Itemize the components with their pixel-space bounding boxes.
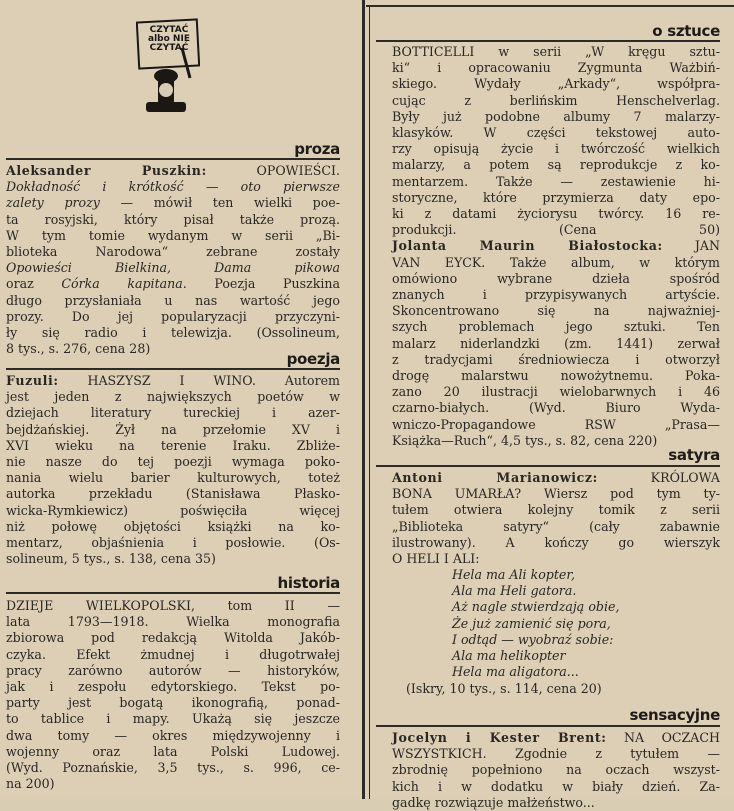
text-run: klasyków. W części tekstowej auto- <box>392 125 720 141</box>
text-run: blioteka Narodowa“ zebrane zostały <box>6 244 340 260</box>
text-run: gadkę rozwiązuje małżeństwo... <box>392 794 595 810</box>
text-line <box>392 287 720 303</box>
text-line <box>392 206 720 222</box>
text-run: długo przysłaniała u nas wartość jego <box>6 292 340 308</box>
author-name: Fuzuli: <box>6 373 59 388</box>
text-line <box>6 438 340 454</box>
text-line <box>6 293 340 309</box>
italic-text: zalety prozy <box>6 195 100 211</box>
text-run: z tradycjami średniowiecza i otworzył <box>392 351 720 367</box>
article-satyra <box>392 470 720 567</box>
text-line <box>6 244 340 260</box>
text-run: cując z berlińskim Henschelverlag. <box>392 92 720 108</box>
text-run: ta rosyjski, który pisał także prozą. <box>6 211 340 227</box>
section-heading-historia: historia <box>277 574 340 592</box>
text-run: lata 1793—1918. Wielka monografia <box>6 614 340 630</box>
text-run: prozy. Do jej popularyzacji przyczyni- <box>6 308 340 324</box>
text-run: tułem otwiera kolejny tomik z serii <box>392 502 720 518</box>
text-line <box>392 93 720 109</box>
text-line <box>6 711 340 727</box>
column-divider <box>362 0 365 799</box>
section-heading-satyra: satyra <box>668 446 720 464</box>
text-run: DZIEJE WIELKOPOLSKI, tom II — <box>6 598 340 613</box>
text-run: bejdżańskiej. Żył na przełomie XV i <box>6 421 340 437</box>
article-poezja <box>6 373 340 567</box>
text-run: 8 tys., s. 276, cena 28) <box>6 341 151 357</box>
text-line <box>6 614 340 630</box>
poem-line: Że już zamienić się pora, <box>452 615 611 631</box>
text-line <box>392 319 720 335</box>
text-run: wniczo-Propagandowe RSW „Prasa— <box>392 416 720 432</box>
text-run: „Biblioteka satyry“ (cały zabawnie <box>392 518 720 534</box>
text-run: autorka przekładu (Stanisława Płasko- <box>6 486 340 502</box>
text-line <box>392 486 720 502</box>
text-line <box>6 535 340 551</box>
text-run: malarz niderlandzki (zm. 1441) zerwał <box>392 335 720 351</box>
text-run: Skoncentrowano się na najważniej- <box>392 303 720 319</box>
logo-text: CZYTAĆ albo NIE CZYTAĆ <box>148 25 190 53</box>
article-historia <box>6 598 340 792</box>
text-line <box>6 760 340 776</box>
text-line <box>392 76 720 92</box>
section-rule <box>376 465 720 467</box>
text-line <box>392 109 720 125</box>
text-run: ły się radio i telewizja. (Ossolineum, <box>6 325 340 341</box>
article-proza <box>6 163 340 357</box>
text-run: NA OCZACH <box>606 730 720 745</box>
text-line <box>392 535 720 551</box>
text-run: storyczne, które przymierza daty epo- <box>392 189 720 205</box>
text-run: szych problemach jego sztuki. Ten <box>392 319 720 335</box>
text-run: Książka—Ruch“, 4,5 tys., s. 82, cena 220) <box>392 432 658 448</box>
text-run: (Wyd. Poznańskie, 3,5 tys., s. 996, ce- <box>6 760 340 776</box>
text-line <box>6 630 340 646</box>
text-run: XVI wieku na terenie Iraku. Zbliże- <box>6 437 340 453</box>
text-line <box>6 663 340 679</box>
text-line <box>392 157 720 173</box>
text-line <box>392 400 720 416</box>
author-name: Antoni Marianowicz: <box>392 470 598 485</box>
text-run: nie nasze do tej poezji wymaga poko- <box>6 454 340 470</box>
text-line <box>6 309 340 325</box>
text-run: BONA UMARŁA? Wiersz pod tym ty- <box>392 486 720 502</box>
article-o-sztuce <box>392 44 720 449</box>
czytac-logo <box>136 18 200 114</box>
text-line <box>6 325 340 341</box>
text-run: O HELI I ALI: <box>392 551 480 567</box>
section-rule <box>376 725 720 727</box>
text-run: ki“ i opracowaniu Zygmunta Ważbiń- <box>392 60 720 76</box>
section-heading-sensacyjne: sensacyjne <box>629 706 720 724</box>
text-line <box>6 179 340 195</box>
text-run: dziejach literatury tureckiej i azer- <box>6 405 340 421</box>
text-run: party jest bogatą ikonografią, ponad- <box>6 695 340 711</box>
text-run: czyka. Efekt żmudnej i długotrwałej <box>6 646 340 662</box>
text-run: na 200) <box>6 776 55 792</box>
text-line <box>6 679 340 695</box>
text-line <box>6 373 340 389</box>
text-line <box>6 695 340 711</box>
author-name: Jolanta Maurin Białostocka: <box>392 238 663 254</box>
text-run: pracy zarówno autorów — historyków, <box>6 662 340 678</box>
text-line <box>392 384 720 400</box>
section-heading-poezja: poezja <box>286 350 340 368</box>
text-run: znanych i przypisywanych artyście. <box>392 287 720 303</box>
text-line <box>6 486 340 502</box>
text-run: to tablice i mapy. Ukażą się jeszcze <box>6 711 340 727</box>
text-line <box>392 502 720 518</box>
text-line <box>6 212 340 228</box>
text-run: zano 20 ilustracji wielobarwnych i 46 <box>392 384 720 400</box>
text-line <box>6 470 340 486</box>
text-run: rzy opisują życie i twórczość wielkich <box>392 141 720 157</box>
section-rule <box>6 368 340 370</box>
text-run: czarno-białych. (Wyd. Biuro Wyda- <box>392 400 720 416</box>
text-run: OPOWIEŚCI. <box>206 163 341 178</box>
text-line <box>392 141 720 157</box>
text-run: omówiono wybrane dzieła spośród <box>392 270 720 286</box>
text-run: solineum, 5 tys., s. 138, cena 35) <box>6 551 216 567</box>
text-run: BOTTICELLI w serii „W kręgu sztu- <box>392 44 720 59</box>
text-run: niż połowę objętości książki na ko- <box>6 518 340 534</box>
text-run: HASZYSZ I WINO. Autorem <box>58 373 340 388</box>
text-line <box>392 336 720 352</box>
text-line <box>392 44 720 60</box>
text-line <box>392 779 720 795</box>
poem-o-heli-i-ali <box>452 567 720 680</box>
text-run: KRÓLOWA <box>597 470 720 485</box>
italic-text: Córka kapitana <box>61 276 183 292</box>
text-run: nania wielu barier kulturowych, toteż <box>6 470 340 486</box>
text-run: VAN EYCK. Także album, w którym <box>392 254 720 270</box>
text-run: ilustrowany). A kończy go wierszyk <box>392 534 720 550</box>
text-line <box>6 519 340 535</box>
text-line <box>392 238 720 254</box>
text-line <box>392 368 720 384</box>
text-line <box>6 228 340 244</box>
text-run: mentarzem. Także — zestawienie hi- <box>392 173 720 189</box>
italic-text: Opowieści Bielkina, Dama pikowa <box>6 260 340 276</box>
text-line <box>392 190 720 206</box>
text-run: zbiorowa pod redakcją Witolda Jakób- <box>6 630 340 646</box>
text-line <box>392 174 720 190</box>
poem-line: Hela ma Ali kopter, <box>452 567 576 582</box>
text-line <box>6 728 340 744</box>
section-rule <box>6 592 340 594</box>
poem-line: Aż nagle stwierdzają obie, <box>452 599 620 615</box>
section-rule <box>6 158 340 160</box>
poem-line: Ala ma helikopter <box>452 648 566 664</box>
text-line <box>392 60 720 76</box>
text-line <box>6 598 340 614</box>
section-heading-o-sztuce: o sztuce <box>652 22 720 40</box>
text-run: . Poezja Puszkina <box>182 276 340 292</box>
text-run: dwa tomy — okres międzywojenny i <box>6 727 340 743</box>
text-line <box>392 746 720 762</box>
text-line <box>392 222 720 238</box>
text-line <box>392 730 720 746</box>
text-line <box>392 762 720 778</box>
text-run: ki z datami życiorysu twórcy. 16 re- <box>392 206 720 222</box>
text-run: W tym tomie wydanym w serii „Bi- <box>6 227 340 243</box>
text-line <box>392 303 720 319</box>
text-run: produkcji. (Cena 50) <box>392 222 720 238</box>
text-run: wicka-Rymkiewicz) poświęciła więcej <box>6 502 340 518</box>
text-run: zbrodnię popełniono na oczach wszyst- <box>392 762 720 778</box>
right-column <box>366 0 734 810</box>
text-run: — mówił ten wielki poe- <box>99 195 340 211</box>
text-line <box>392 417 720 433</box>
left-column <box>0 0 362 799</box>
text-run: wojenny oraz lata Polski Ludowej. <box>6 743 340 759</box>
text-line <box>6 551 340 567</box>
text-run: kich i w dodatku w biały dzień. Za- <box>392 778 720 794</box>
text-run: skiego. Wydały „Arkady“, współpra- <box>392 76 720 92</box>
text-run: drogę malarstwu nowożytnemu. Poka- <box>392 368 720 384</box>
text-line <box>392 470 720 486</box>
text-line <box>6 276 340 292</box>
text-line <box>6 260 340 276</box>
text-line <box>6 454 340 470</box>
text-run: jest jeden z największych poetów w <box>6 389 340 405</box>
satyra-source: (Iskry, 10 tys., s. 114, cena 20) <box>406 681 602 696</box>
text-line <box>392 795 720 811</box>
text-line <box>392 125 720 141</box>
text-line <box>6 776 340 792</box>
poem-line: Ala ma Heli gatora. <box>452 583 577 599</box>
text-line <box>6 389 340 405</box>
author-name: Aleksander Puszkin: <box>6 163 207 178</box>
text-line <box>392 352 720 368</box>
text-line <box>392 255 720 271</box>
text-run: JAN <box>662 238 720 254</box>
text-line <box>6 422 340 438</box>
poem-line: I odtąd — wyobraź sobie: <box>452 631 614 647</box>
text-line <box>6 744 340 760</box>
text-run: WSZYSTKICH. Zgodnie z tytułem — <box>392 746 720 762</box>
text-run: Były już podobne albumy 7 malarzy- <box>392 108 720 124</box>
text-line <box>6 405 340 421</box>
text-run: malarzy, a potem są reprodukcje z ko- <box>392 157 720 173</box>
author-name: Jocelyn i Kester Brent: <box>392 730 607 745</box>
text-run: jak i zespołu edytorskiego. Tekst po- <box>6 679 340 695</box>
text-line <box>392 519 720 535</box>
section-rule <box>376 40 720 42</box>
text-line <box>6 647 340 663</box>
text-run: oraz <box>6 276 62 292</box>
text-line <box>392 551 720 567</box>
text-line <box>6 503 340 519</box>
poem-line: Hela ma aligatora... <box>452 664 579 680</box>
text-line <box>392 271 720 287</box>
text-line <box>6 195 340 211</box>
text-run: mentarz, objaśnienia i posłowie. (Os- <box>6 535 340 551</box>
text-line <box>6 163 340 179</box>
italic-text: Dokładność i krótkość — oto pierwsze <box>6 179 340 195</box>
section-heading-proza: proza <box>294 140 340 158</box>
